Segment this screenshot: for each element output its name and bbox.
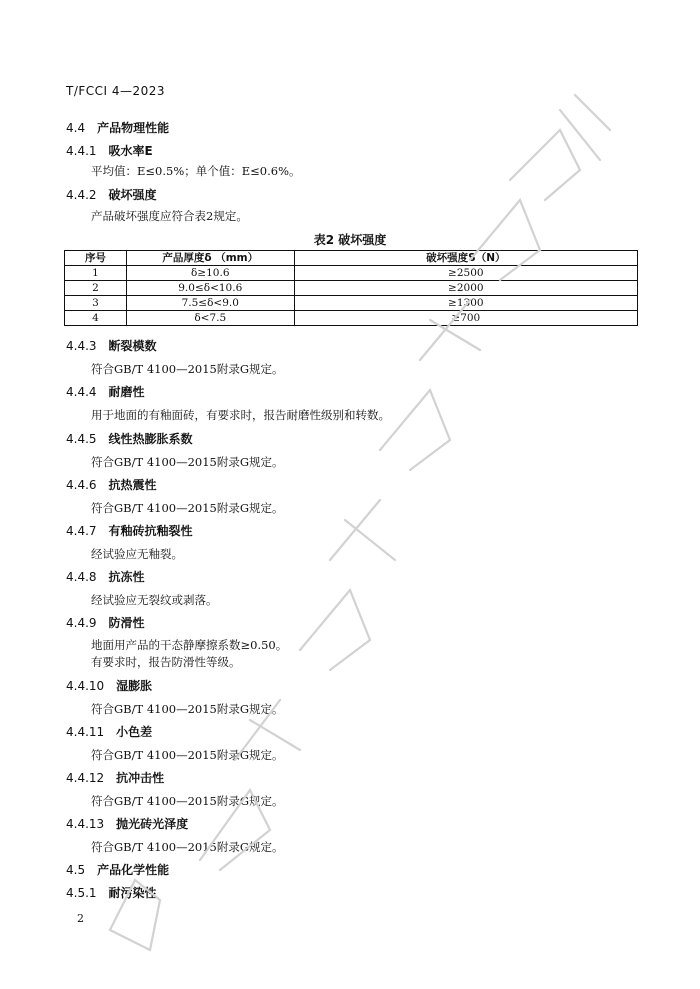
- cell-thickness: 9.0≤δ<10.6: [126, 281, 294, 296]
- section-spacer: [97, 570, 109, 584]
- paragraph-text: 符合GB/T 4100—2015附录G规定。: [91, 840, 284, 854]
- section-spacer: [104, 679, 116, 693]
- paragraph-text: 符合GB/T 4100—2015附录G规定。: [91, 501, 284, 515]
- paragraph-text: 地面用产品的干态静摩擦系数≥0.50。: [91, 638, 288, 652]
- section-heading: [66, 522, 193, 539]
- section-heading: [66, 884, 157, 901]
- cell-serial: 1: [65, 266, 127, 281]
- section-title: 抗冲击性: [116, 771, 165, 785]
- section-number: 4.4.5: [66, 432, 97, 446]
- section-title: 破坏强度: [108, 188, 157, 202]
- section-heading: [66, 723, 152, 740]
- cell-thickness: δ≥10.6: [126, 266, 294, 281]
- cell-serial: 4: [65, 311, 127, 326]
- section-heading: [66, 119, 169, 136]
- section-spacer: [97, 188, 109, 202]
- table-row: [65, 281, 638, 296]
- section-number: 4.4.7: [66, 524, 97, 538]
- paragraph-text: 符合GB/T 4100—2015附录G规定。: [91, 362, 284, 376]
- paragraph-text: 符合GB/T 4100—2015附录G规定。: [91, 748, 284, 762]
- paragraph-text: 用于地面的有釉面砖，有要求时，报告耐磨性级别和转数。: [91, 408, 390, 422]
- cell-strength: ≥2500: [294, 266, 637, 281]
- section-number: 4.4.3: [66, 339, 97, 353]
- paragraph-text: 有要求时，报告防滑性等级。: [91, 655, 241, 669]
- section-spacer: [97, 432, 109, 446]
- cell-serial: 2: [65, 281, 127, 296]
- section-heading: [66, 677, 152, 694]
- table-row: [65, 296, 638, 311]
- section-heading: [66, 815, 188, 832]
- section-spacer: [97, 616, 109, 630]
- section-spacer: [97, 339, 109, 353]
- section-heading: [66, 186, 157, 203]
- section-spacer: [97, 886, 109, 900]
- cell-thickness: 7.5≤δ<9.0: [126, 296, 294, 311]
- cell-strength: ≥700: [294, 311, 637, 326]
- document-code-header: T/FCCI 4—2023: [66, 84, 166, 98]
- section-number: 4.4: [66, 121, 86, 135]
- cell-strength: ≥2000: [294, 281, 637, 296]
- section-heading: [66, 614, 145, 631]
- section-title: 抗冻性: [108, 570, 145, 584]
- section-title: 小色差: [116, 725, 153, 739]
- section-title: 线性热膨胀系数: [108, 432, 193, 446]
- section-number: 4.4.10: [66, 679, 105, 693]
- section-spacer: [104, 725, 116, 739]
- paragraph-text: 经试验应无釉裂。: [91, 547, 183, 561]
- paragraph-text: 符合GB/T 4100—2015附录G规定。: [91, 455, 284, 469]
- paragraph-text: 平均值：E≤0.5%；单个值：E≤0.6%。: [91, 164, 301, 178]
- section-number: 4.4.13: [66, 817, 105, 831]
- section-title: 产品化学性能: [97, 863, 170, 877]
- section-heading: [66, 476, 157, 493]
- section-number: 4.5.1: [66, 886, 97, 900]
- table-caption: 表2 破坏强度: [313, 233, 387, 247]
- section-number: 4.5: [66, 863, 86, 877]
- table-row: [65, 311, 638, 326]
- section-spacer: [85, 863, 97, 877]
- section-spacer: [104, 817, 116, 831]
- section-heading: [66, 861, 169, 878]
- header-thickness: 产品厚度δ （mm）: [126, 251, 294, 266]
- paragraph-text: 经试验应无裂纹或剥落。: [91, 593, 218, 607]
- paragraph-text: 符合GB/T 4100—2015附录G规定。: [91, 794, 284, 808]
- section-number: 4.4.9: [66, 616, 97, 630]
- cell-serial: 3: [65, 296, 127, 311]
- header-strength: 破坏强度S（N）: [294, 251, 637, 266]
- section-title: 抗热震性: [108, 478, 157, 492]
- section-number: 4.4.4: [66, 385, 97, 399]
- section-number: 4.4.1: [66, 144, 97, 158]
- section-number: 4.4.8: [66, 570, 97, 584]
- section-spacer: [97, 524, 109, 538]
- section-heading: [66, 337, 157, 354]
- section-heading: [66, 568, 145, 585]
- strength-table: [64, 250, 638, 326]
- section-number: 4.4.6: [66, 478, 97, 492]
- section-title: 产品物理性能: [97, 121, 170, 135]
- section-heading: [66, 383, 145, 400]
- section-number: 4.4.2: [66, 188, 97, 202]
- table-row: [65, 266, 638, 281]
- paragraph-text: 符合GB/T 4100—2015附录G规定。: [91, 702, 284, 716]
- section-heading: [66, 142, 153, 159]
- header-serial: 序号: [65, 251, 127, 266]
- section-title: 抛光砖光泽度: [116, 817, 189, 831]
- section-number: 4.4.12: [66, 771, 105, 785]
- section-title: 耐磨性: [108, 385, 145, 399]
- section-spacer: [97, 478, 109, 492]
- section-title: 耐污染性: [108, 886, 157, 900]
- section-spacer: [97, 144, 109, 158]
- section-number: 4.4.11: [66, 725, 105, 739]
- section-spacer: [85, 121, 97, 135]
- section-heading: [66, 430, 193, 447]
- section-spacer: [104, 771, 116, 785]
- section-title: 断裂模数: [108, 339, 157, 353]
- section-title: 吸水率E: [108, 144, 153, 158]
- cell-thickness: δ<7.5: [126, 311, 294, 326]
- section-title: 湿膨胀: [116, 679, 153, 693]
- section-title: 有釉砖抗釉裂性: [108, 524, 193, 538]
- section-spacer: [97, 385, 109, 399]
- page-number: 2: [77, 912, 84, 925]
- paragraph-text: 产品破坏强度应符合表2规定。: [91, 209, 248, 223]
- cell-strength: ≥1300: [294, 296, 637, 311]
- section-title: 防滑性: [108, 616, 145, 630]
- section-heading: [66, 769, 164, 786]
- table-header-row: [65, 251, 638, 266]
